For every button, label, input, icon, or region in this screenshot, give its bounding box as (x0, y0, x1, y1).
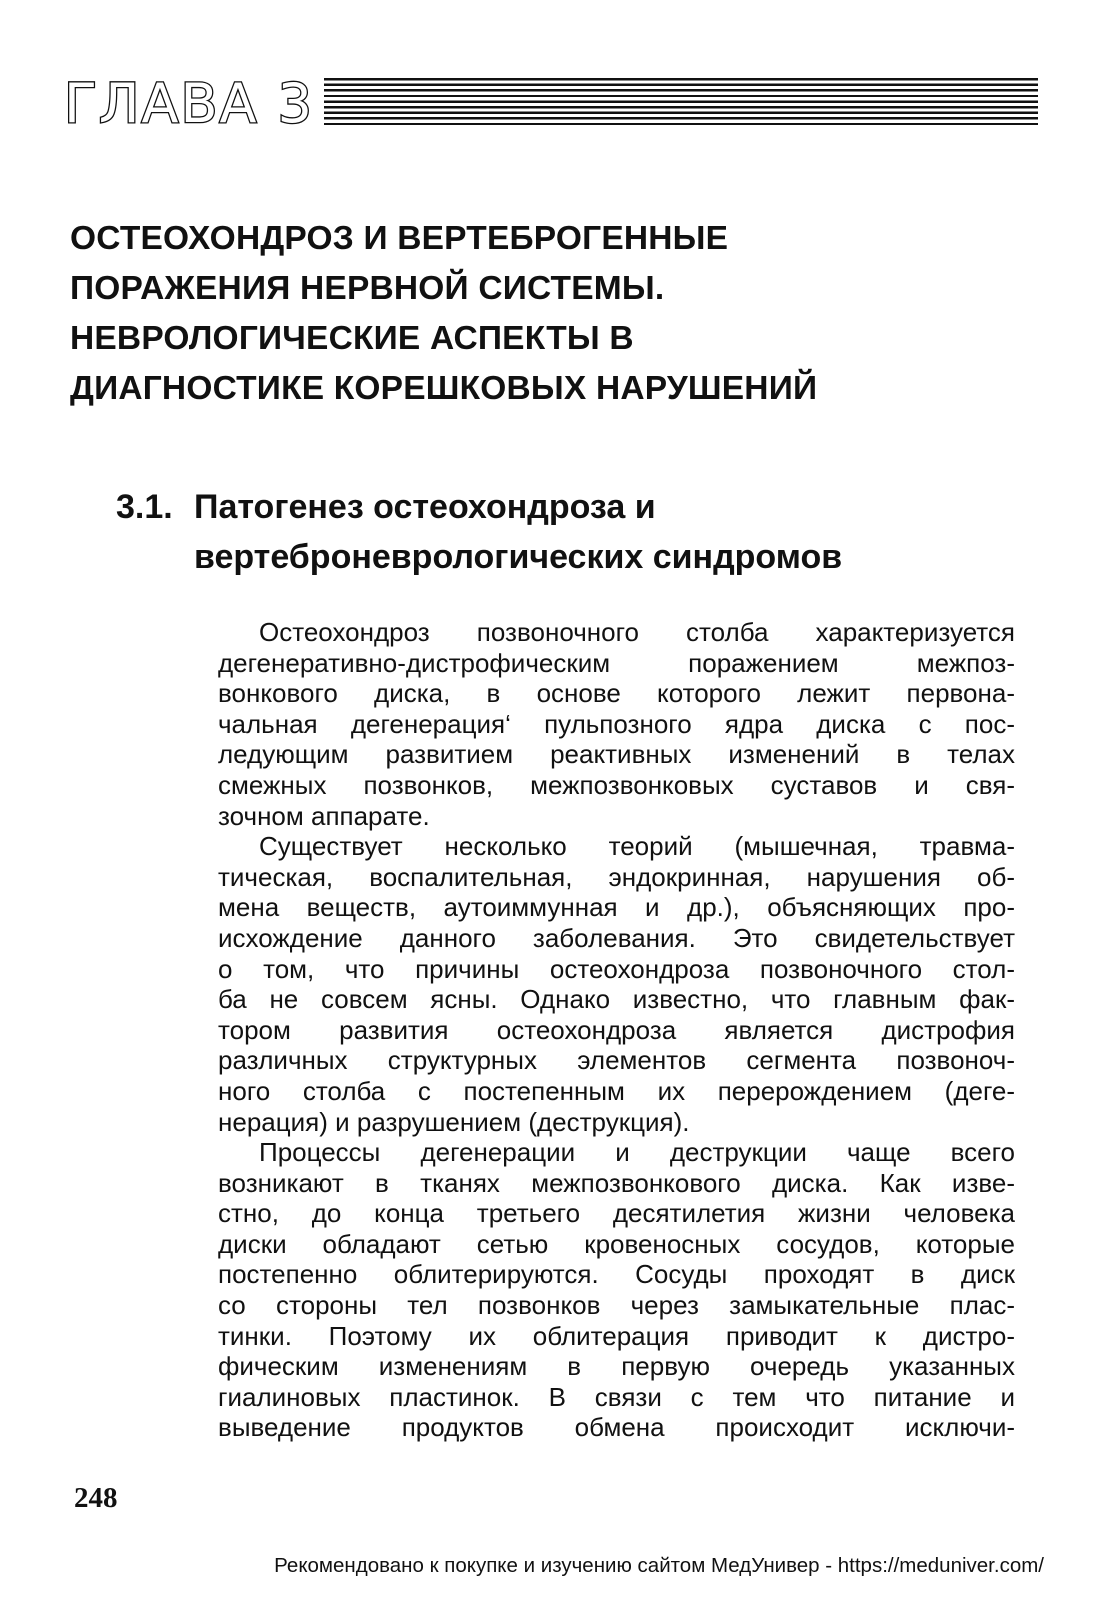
section-title-line: Патогенез остеохондроза и (194, 488, 656, 526)
body-text (218, 617, 1015, 1443)
paragraph (218, 831, 1015, 1137)
paragraph (218, 617, 1015, 831)
text-line: постепенно облитерируются. Сосуды проходят в диск (218, 1259, 1015, 1290)
chapter-heading (64, 68, 1038, 135)
text-line: Существует несколько теорий (мышечная, травма- (259, 831, 1015, 862)
text-line: тинки. Поэтому их облитерация приводит к дистро- (218, 1320, 1015, 1351)
text-line: чальная дегенерация‘ пульпозного ядра диска с пос- (218, 708, 1015, 739)
section-heading (116, 482, 1036, 582)
text-line: различных структурных элементов сегмента позвоноч- (218, 1045, 1015, 1076)
text-line: смежных позвонков, межпозвонковых суставов и свя- (218, 769, 1015, 800)
text-line: ба не совсем ясны. Однако известно, что главным фак- (218, 984, 1015, 1015)
text-line: со стороны тел позвонков через замыкательные плас- (218, 1290, 1015, 1321)
chapter-decorative-rules (324, 78, 1038, 128)
chapter-label: ГЛАВА 3 (64, 72, 314, 135)
chapter-title-line: ОСТЕОХОНДРОЗ И ВЕРТЕБРОГЕННЫЕ (70, 220, 729, 257)
text-line: диски обладают сетью кровеносных сосудов, которые (218, 1228, 1015, 1259)
text-line: зочном аппарате. (218, 800, 430, 831)
text-line: Остеохондроз позвоночного столба характеризуется (259, 617, 1015, 647)
chapter-title (70, 214, 1050, 414)
text-line: дегенеративно-дистрофическим поражением межпоз- (218, 647, 1015, 678)
section-number: 3.1. (116, 488, 173, 526)
chapter-title-line: ДИАГНОСТИКЕ КОРЕШКОВЫХ НАРУШЕНИЙ (70, 370, 818, 407)
text-line: гиалиновых пластинок. В связи с тем что питание и (218, 1381, 1015, 1412)
paragraph (218, 1137, 1015, 1443)
text-line: фическим изменениям в первую очередь указанных (218, 1351, 1015, 1382)
text-line: стно, до конца третьего десятилетия жизни человека (218, 1198, 1015, 1229)
chapter-title-line: ПОРАЖЕНИЯ НЕРВНОЙ СИСТЕМЫ. (70, 270, 665, 307)
section-title-line: вертеброневрологических синдромов (194, 538, 843, 576)
text-line: нерация) и разрушением (деструкция). (218, 1106, 690, 1137)
text-line: вонкового диска, в основе которого лежит первона- (218, 678, 1015, 709)
text-line: мена веществ, аутоиммунная и др.), объясняющих про- (218, 892, 1015, 923)
text-line: исхождение данного заболевания. Это свидетельствует (218, 922, 1015, 953)
text-line: выведение продуктов обмена происходит исключи- (218, 1412, 1015, 1443)
text-line: тическая, воспалительная, эндокринная, нарушения об- (218, 861, 1015, 892)
text-line: Процессы дегенерации и деструкции чаще всего (259, 1137, 1015, 1168)
text-line: о том, что причины остеохондроза позвоночного стол- (218, 953, 1015, 984)
chapter-title-line: НЕВРОЛОГИЧЕСКИЕ АСПЕКТЫ В (70, 320, 634, 357)
text-line: ледующим развитием реактивных изменений в телах (218, 739, 1015, 770)
text-line: тором развития остеохондроза является дистрофия (218, 1014, 1015, 1045)
text-line: ного столба с постепенным их перерождением (деге- (218, 1075, 1015, 1106)
text-line: возникают в тканях межпозвонкового диска. Как изве- (218, 1167, 1015, 1198)
page-number: 248 (74, 1482, 118, 1514)
footer-recommendation: Рекомендовано к покупке и изучению сайтом МедУнивер - https://meduniver.com/ (274, 1554, 1044, 1577)
